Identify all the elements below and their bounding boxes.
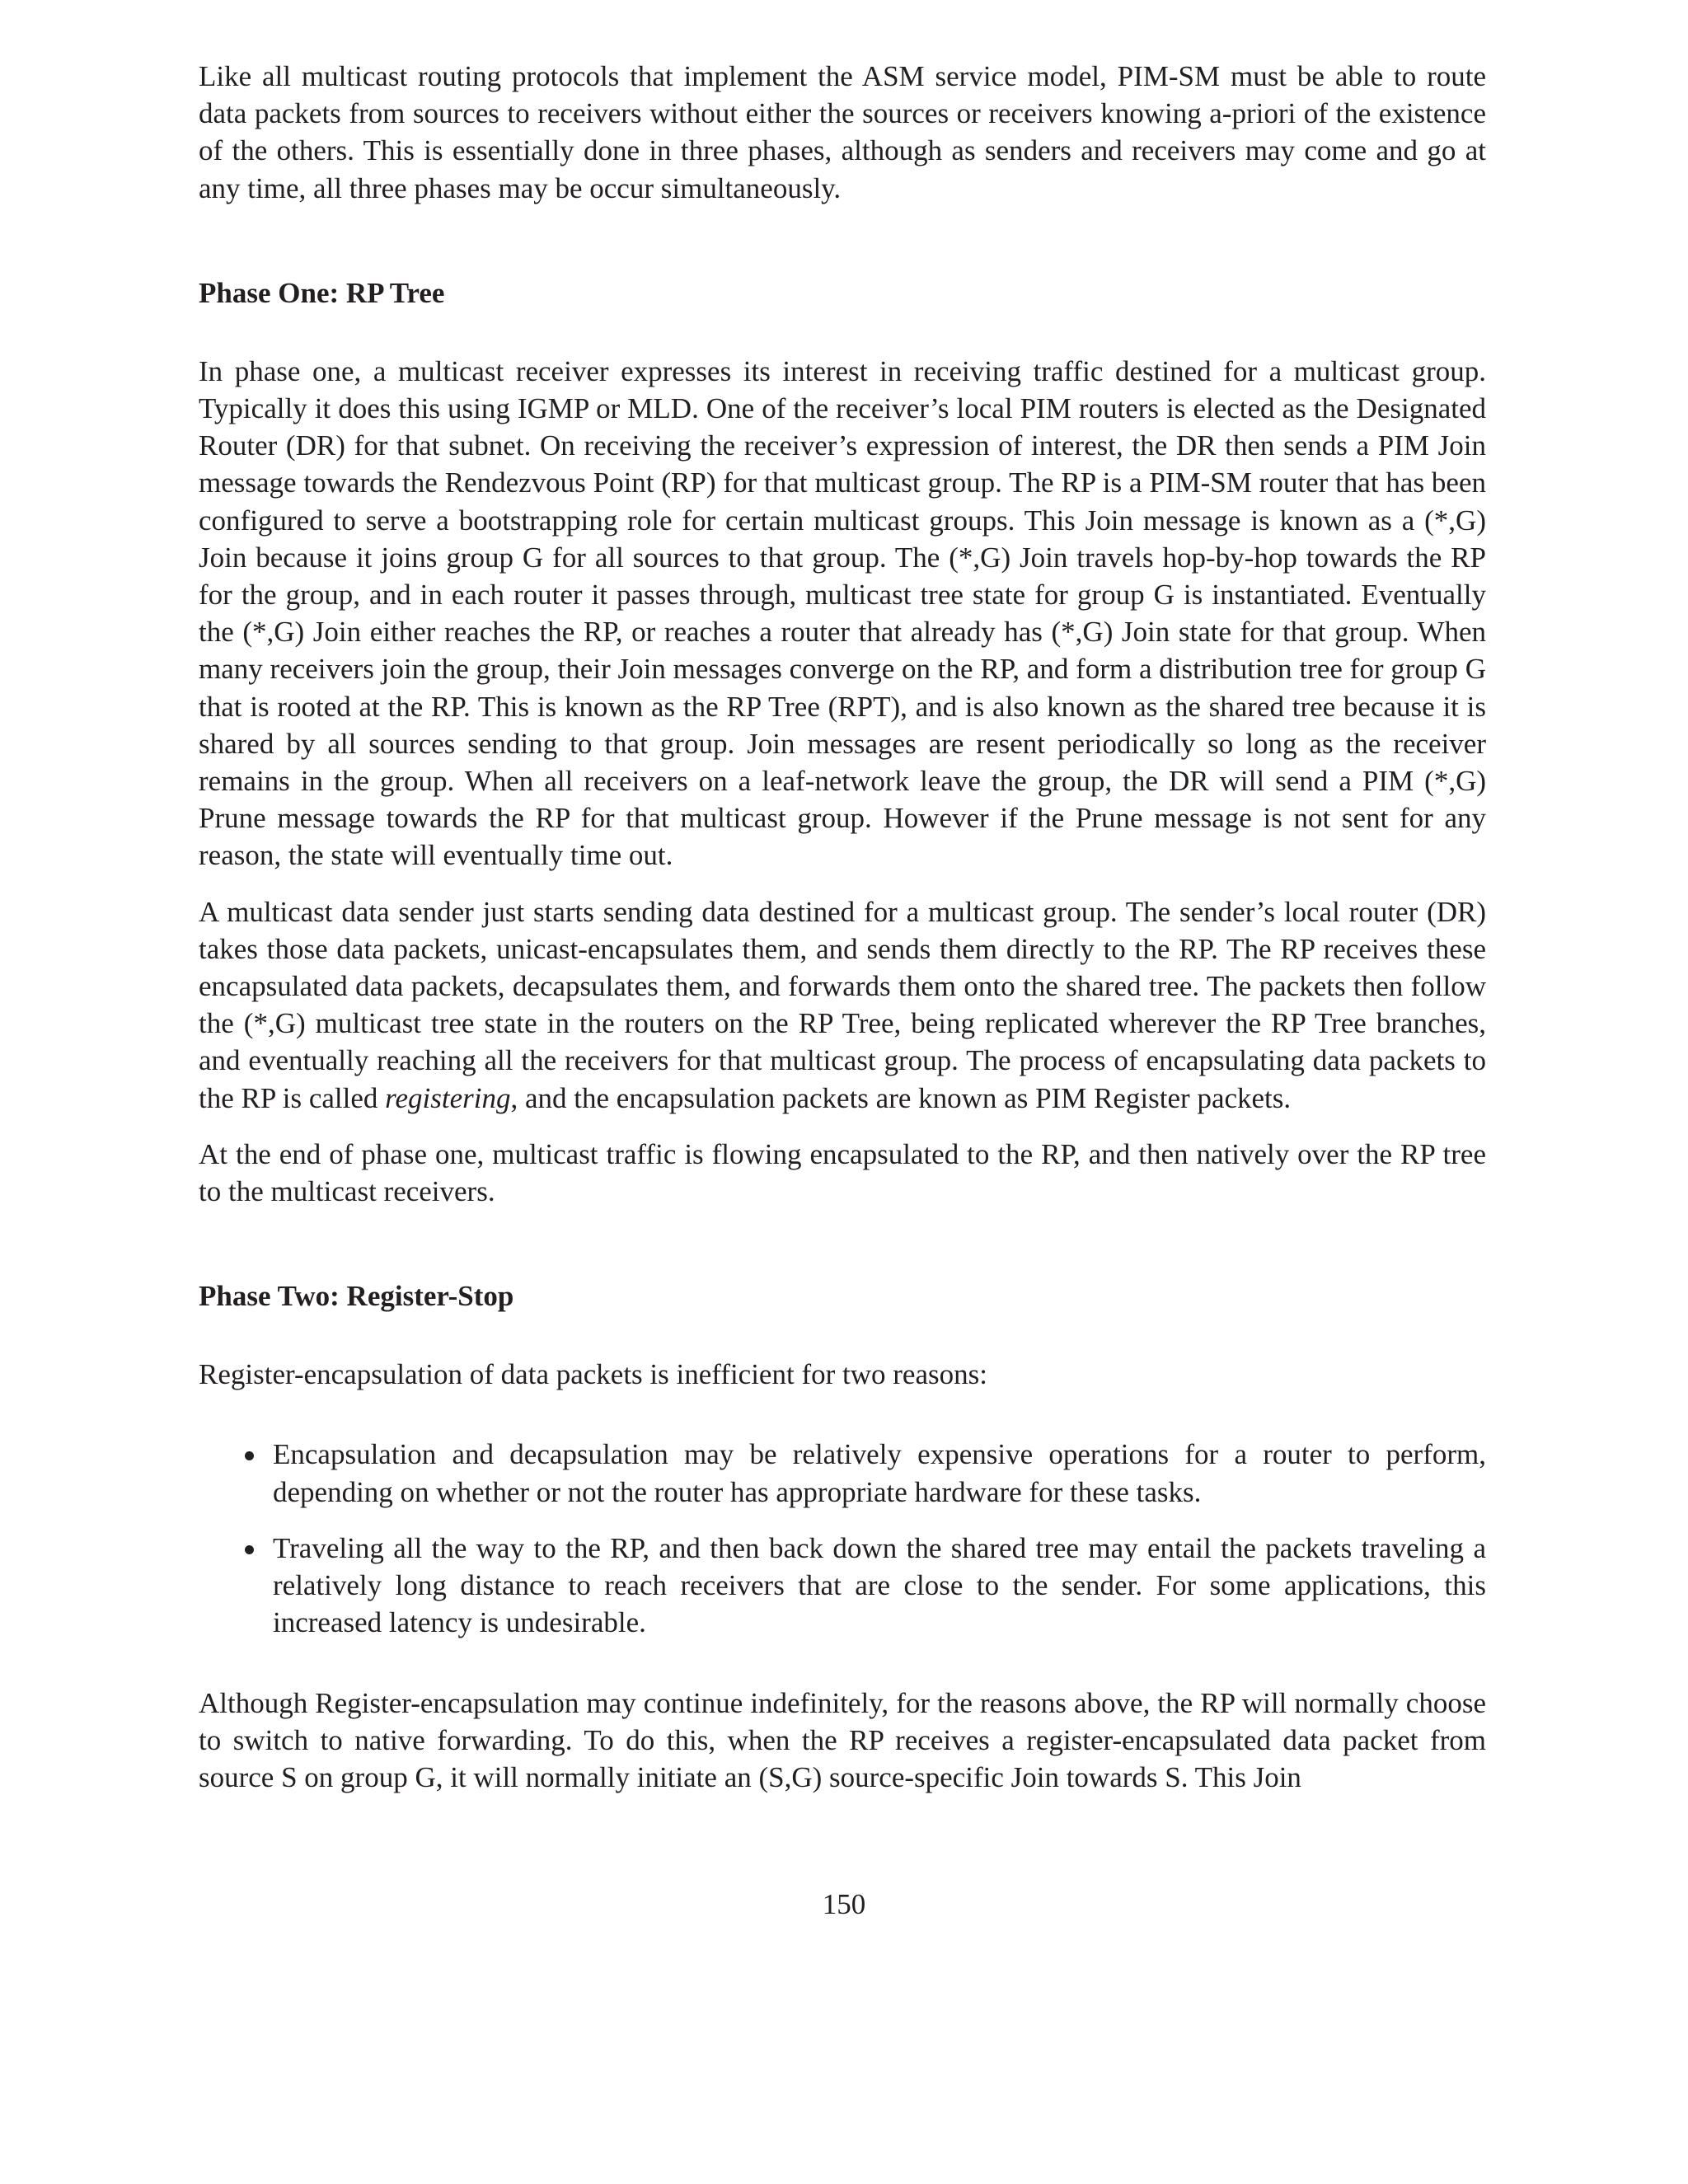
phase-two-paragraph: Although Register-encapsulation may continue indefinitely, for the reasons above, the RP will normally choose to switch to native forwarding. To do this, when the RP receives a register-encapsulated data packet from source S on group G, it will normally initiate an (S,G) source-specific Join towards S. This Join (199, 1686, 1486, 1793)
phase-two-heading: Phase Two: Register-Stop (199, 1280, 514, 1313)
phase-one-paragraph-3: At the end of phase one, multicast traffic is flowing encapsulated to the RP, and then natively over the RP tree to the multicast receivers. (199, 1137, 1486, 1208)
list-item (199, 1530, 1486, 1642)
paragraph-text: , and the encapsulation packets are known as PIM Register packets. (510, 1081, 1292, 1114)
phase-one-paragraph-2 (199, 893, 1486, 1117)
registering-term: registering (385, 1081, 511, 1114)
reasons-list (199, 1436, 1486, 1641)
page-number: 150 (822, 1888, 866, 1920)
phase-two-lead: Register-encapsulation of data packets is inefficient for two reasons: (199, 1358, 987, 1391)
document-page (199, 58, 1486, 1796)
list-item-text: Encapsulation and decapsulation may be relatively expensive operations for a router to perform, depending on whether or not the router has appropriate hardware for these tasks. (273, 1438, 1486, 1508)
paragraph-text: A multicast data sender just starts sending data destined for a multicast group. The sender’s local router (DR) takes those data packets, unicast-encapsulates them, and sends them directly to the RP. The RP receives these encapsulated data packets, decapsulates them, and forwards them onto the shared tree. The packets then follow the (*,G) multicast tree state in the routers on the RP Tree, being replicated wherever the RP Tree branches, and eventually reaching all the receivers for that multicast group. The process of encapsulating data packets to the RP is called (199, 895, 1486, 1114)
phase-one-paragraph-1: In phase one, a multicast receiver expresses its interest in receiving traffic destined for a multicast group. Typically it does this using IGMP or MLD. One of the receiver’s local PIM routers is elected as the Designated Router (DR) for that subnet. On receiving the receiver’s expression of interest, the DR then sends a PIM Join message towards the Rendezvous Point (RP) for that multicast group. The RP is a PIM-SM router that has been configured to serve a bootstrapping role for certain multicast groups. This Join message is known as a (*,G) Join because it joins group G for all sources to that group. The (*,G) Join travels hop-by-hop towards the RP for the group, and in each router it passes through, multicast tree state for group G is instantiated. Eventually the (*,G) Join either reaches the RP, or reaches a router that already has (*,G) Join state for that group. When many receivers join the group, their Join messages converge on the RP, and form a distribution tree for group G that is rooted at the RP. This is known as the RP Tree (RPT), and is also known as the shared tree because it is shared by all sources sending to that group. Join messages are resent periodically so long as the receiver remains in the group. When all receivers on a leaf-network leave the group, the DR will send a PIM (*,G) Prune message towards the RP for that multicast group. However if the Prune message is not sent for any reason, the state will eventually time out. (199, 354, 1486, 872)
list-item-text: Traveling all the way to the RP, and then back down the shared tree may entail the packets traveling a relatively long distance to reach receivers that are close to the sender. For some applications, this increased latency is undesirable. (273, 1531, 1486, 1639)
bullet-icon (245, 1545, 254, 1554)
list-item (199, 1436, 1486, 1510)
bullet-icon (245, 1451, 254, 1460)
phase-one-heading: Phase One: RP Tree (199, 276, 445, 309)
intro-paragraph: Like all multicast routing protocols that implement the ASM service model, PIM-SM must be able to route data packets from sources to receivers without either the sources or receivers knowing a-priori of the existence of the others. This is essentially done in three phases, although as senders and receivers may come and go at any time, all three phases may be occur simultaneously. (199, 60, 1486, 204)
